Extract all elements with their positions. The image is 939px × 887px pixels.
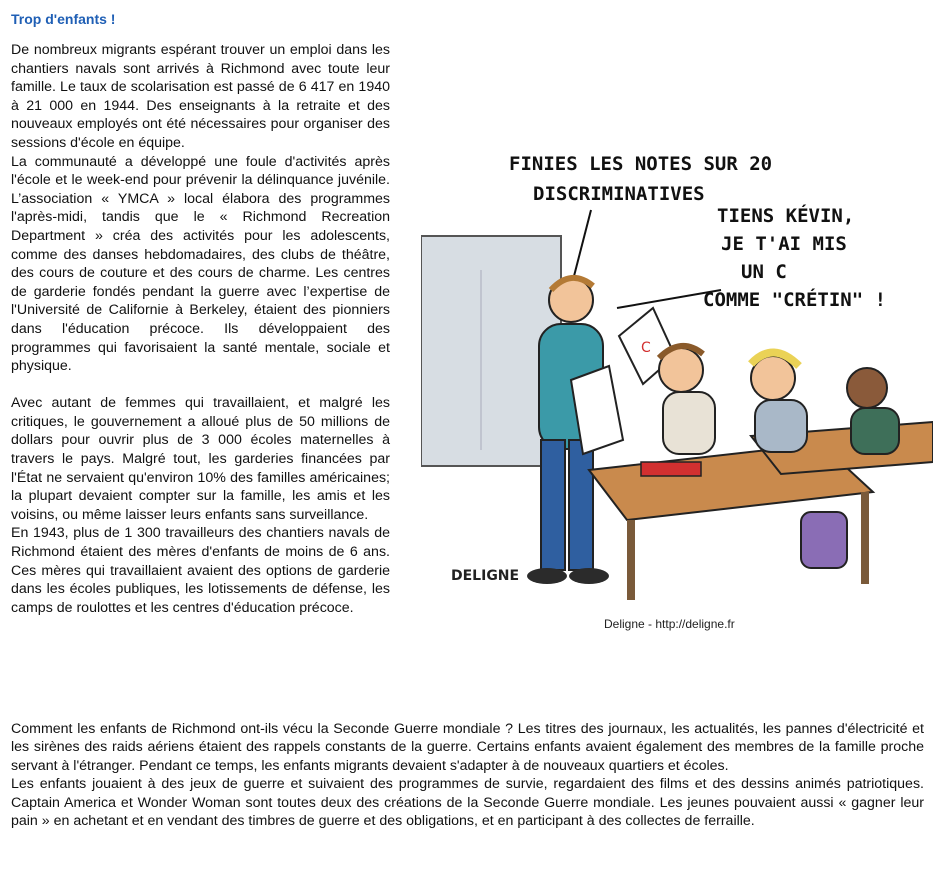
speech-pupil-line-4: COMME "CRÉTIN" !	[703, 289, 887, 311]
pupil-2	[751, 352, 807, 452]
page-title: Trop d'enfants !	[11, 11, 116, 27]
bottom-text	[11, 720, 924, 830]
speech-teacher-line-1: FINIES LES NOTES SUR 20	[509, 153, 773, 175]
left-column-text	[11, 41, 390, 617]
pupil-3	[847, 368, 899, 454]
school-bag	[801, 512, 847, 568]
paragraph: Comment les enfants de Richmond ont-ils vécu la Seconde Guerre mondiale ? Les titres des journaux, les actualités, les pannes d'électricité et les sirènes des raids aériens étaient des rappels constants de la guerre. Certains enfants avaient également des membres de la famille proche servant à l'étranger. Pendant ce temps, les enfants migrants devaient s'adapter à de nouveaux quartiers et écoles.	[11, 721, 924, 774]
svg-text:C: C	[641, 340, 651, 356]
paragraph: La communauté a développé une foule d'activités après l'école et le week-end pour prévenir la délinquance juvénile. L’association « YMCA » local élabora des programmes l'après-midi, tandis que le « Richmond Recreation Department » créa des activités pour les adolescents, comme des danses hebdomadaires, des clubs de théâtre, des cours de couture et des cours de charme. Les centres de garderie fondés pendant la guerre avec l’expertise de l'Université de Californie à Berkeley, étaient des pionniers dans l'éducation précoce. Ils développaient des programmes qui favorisaient la santé mentale, sociale et physique.	[11, 153, 390, 375]
paragraph: Avec autant de femmes qui travaillaient, et malgré les critiques, le gouvernement a alloué plus de 50 millions de dollars pour ouvrir plus de 3 000 écoles maternelles à travers le pays. Malgré tout, les garderies financées par l'État ne servaient qu'environ 10% des familles américaines; la plupart devaient compter sur la famille, les amis et les voisins, ou même laisser leurs enfants sans surveillance.	[11, 395, 390, 523]
speech-pupil-line-2: JE T'AI MIS	[721, 233, 847, 255]
cartoon-illustration	[421, 140, 933, 608]
artist-signature: DELIGNE	[451, 568, 520, 584]
paragraph: Les enfants jouaient à des jeux de guerre et suivaient des programmes de survie, regardaient des films et des dessins animés patriotiques. Captain America et Wonder Woman sont toutes deux des créations de la Seconde Guerre mondiale. Les jeunes pouvaient aussi « gagner leur pain » en achetant et en vendant des timbres de guerre et des obligations, et en participant à des collectes de ferraille.	[11, 776, 924, 830]
image-caption: Deligne - http://deligne.fr	[604, 617, 735, 631]
paragraph: De nombreux migrants espérant trouver un emploi dans les chantiers navals sont arrivés à Richmond avec toute leur famille. Le taux de scolarisation est passé de 6 417 en 1940 à 21 000 en 1944. Des enseignants à la retraite et des nouveaux employés ont été nécessaires pour organiser des sessions d'école en équipe.	[11, 42, 390, 151]
speech-teacher-line-2: DISCRIMINATIVES	[533, 183, 705, 205]
speech-pupil-line-3: UN C	[741, 261, 787, 283]
paragraph: En 1943, plus de 1 300 travailleurs des chantiers navals de Richmond étaient des mères d'enfants de moins de 6 ans. Ces mères qui travaillaient avaient des options de garderie dans les écoles publiques, les lotissements de défense, les camps de roulottes et les centres d'éducation précoce.	[11, 525, 390, 616]
speech-pupil-line-1: TIENS KÉVIN,	[717, 205, 855, 227]
pupil-1	[659, 346, 715, 454]
